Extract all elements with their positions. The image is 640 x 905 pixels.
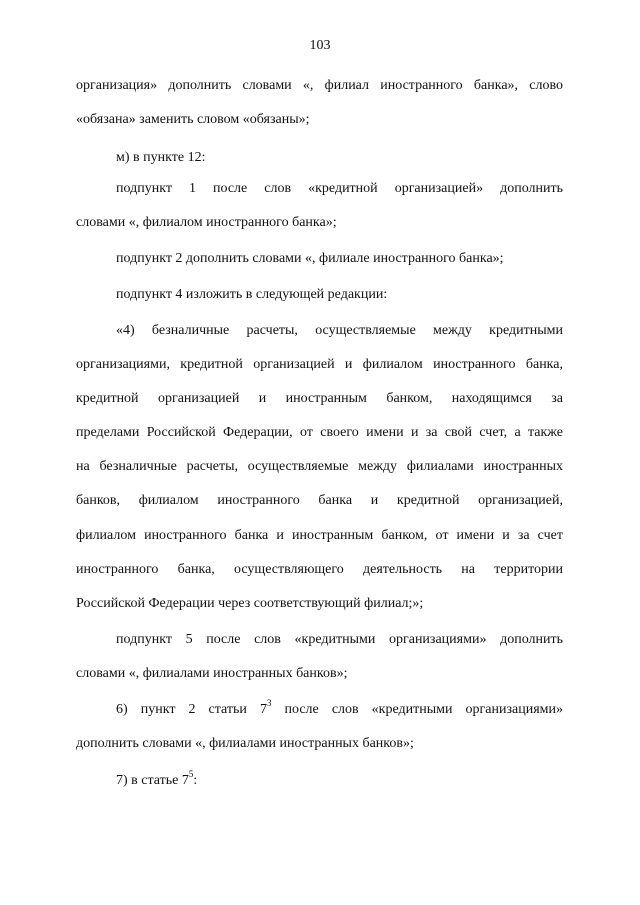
- paragraph-line: подпункт 1 после слов «кредитной организацией» дополнить: [116, 181, 563, 196]
- paragraph-line: кредитной организацией и иностранным банком, находящимся за: [76, 391, 563, 406]
- paragraph-line: иностранного банка, осуществляющего деятельность на территории: [76, 562, 563, 577]
- paragraph-line: банков, филиалом иностранного банка и кредитной организацией,: [76, 493, 563, 508]
- item6-text: 6) пункт 2 статьи 7: [116, 702, 267, 717]
- item6-superscript: 3: [266, 698, 272, 709]
- paragraph-line: словами «, филиалом иностранного банка»;: [76, 215, 337, 230]
- paragraph-line: пределами Российской Федерации, от своего имени и за свой счет, а также: [76, 425, 563, 440]
- paragraph-line: м) в пункте 12:: [116, 150, 206, 165]
- paragraph-line: подпункт 2 дополнить словами «, филиале иностранного банка»;: [116, 251, 504, 266]
- item7-text: 7) в статье 7: [116, 773, 189, 788]
- item6-text-after: после слов «кредитными организациями»: [271, 702, 564, 717]
- paragraph-line: Российской Федерации через соответствующий филиал;»;: [76, 596, 424, 611]
- paragraph-line-item-6: [116, 698, 564, 719]
- paragraph-line: подпункт 5 после слов «кредитными организациями» дополнить: [116, 632, 563, 647]
- paragraph-line: «обязана» заменить словом «обязаны»;: [76, 112, 310, 127]
- paragraph-line-item-7: [116, 769, 198, 790]
- item7-superscript: 5: [188, 769, 194, 780]
- paragraph-line: дополнить словами «, филиалами иностранных банков»;: [76, 736, 414, 751]
- paragraph-line: словами «, филиалами иностранных банков»;: [76, 666, 348, 681]
- item7-text-after: :: [193, 773, 198, 788]
- page-number: 103: [309, 38, 331, 53]
- paragraph-line: на безналичные расчеты, осуществляемые между филиалами иностранных: [76, 459, 563, 474]
- paragraph-line: организация» дополнить словами «, филиал иностранного банка», слово: [76, 78, 563, 93]
- paragraph-line: подпункт 4 изложить в следующей редакции:: [116, 287, 388, 302]
- paragraph-line: организациями, кредитной организацией и филиалом иностранного банка,: [76, 357, 563, 372]
- paragraph-line: «4) безналичные расчеты, осуществляемые между кредитными: [116, 323, 563, 338]
- paragraph-line: филиалом иностранного банка и иностранным банком, от имени и за счет: [76, 528, 563, 543]
